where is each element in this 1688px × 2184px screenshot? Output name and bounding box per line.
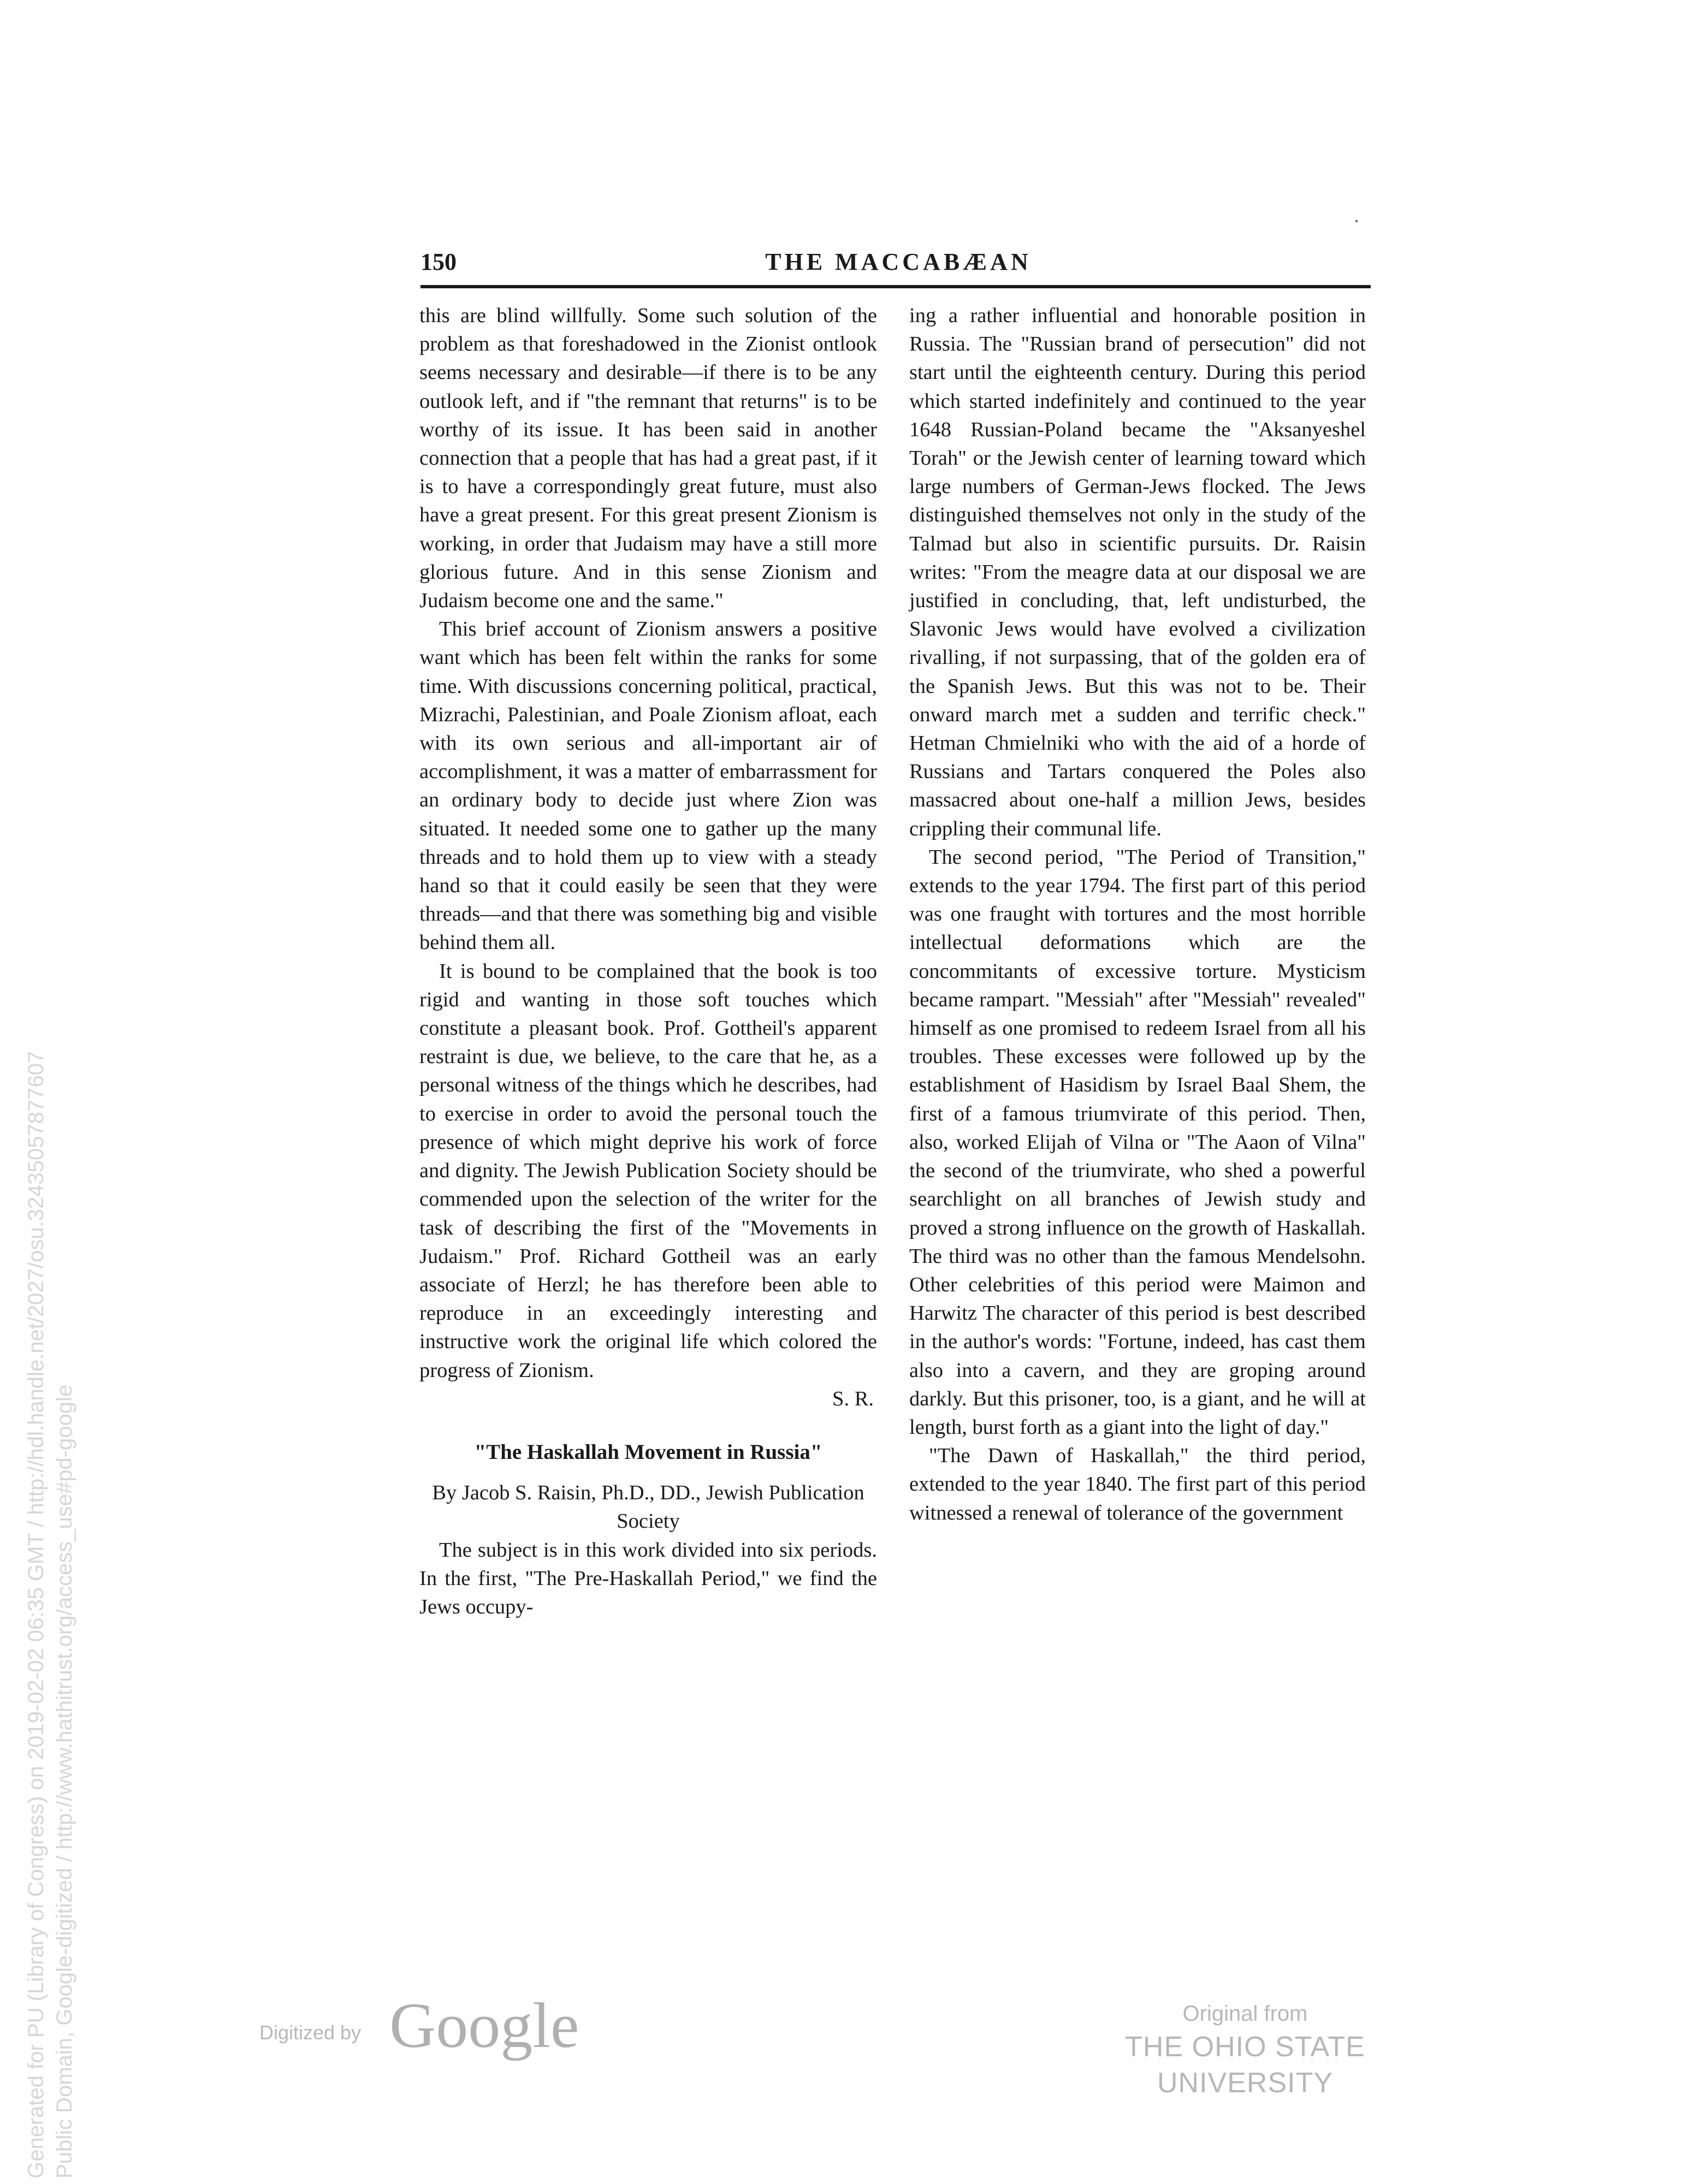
original-from-block	[1049, 1998, 1442, 2101]
left-paragraph-3: It is bound to be complained that the book is too rigid and wanting in those soft touches which constitute a pleasant book. Prof. Gottheil's apparent restraint is due, we believe, to the care that he, as a personal witness of the things which he describes, had to exercise in order to avoid the personal touch the presence of which might deprive his work of force and dignity. The Jewish Publication Society should be commended upon the selection of the writer for the task of describing the first of the "Movements in Judaism." Prof. Richard Gottheil was an early associate of Herzl; he has therefore been able to reproduce in an exceedingly interesting and instructive work the original life which colored the progress of Zionism.	[419, 959, 877, 1382]
left-paragraph-1: this are blind willfully. Some such solution of the problem as that foreshadowed in the Zionist ontlook seems necessary and desirable—if there is to be any outlook left, and if "the remnant that returns" is to be worthy of its issue. It has been said in another connection that a people that has had a great past, if it is to have a correspondingly great future, must also have a great present. For this great present Zionism is working, in order that Judaism may have a still more glorious future. And in this sense Zionism and Judaism become one and the same."	[419, 304, 877, 613]
hathitrust-watermark	[0, 1051, 79, 2184]
left-paragraph-2: This brief account of Zionism answers a positive want which has been felt within the ranks for some time. With discussions concerning political, practical, Mizrachi, Palestinian, and Poale Zionism afloat, each with its own serious and all-important air of accomplishment, it was a matter of embarrassment for an ordinary body to decide just where Zion was situated. It needed some one to gather up the many threads and to hold them up to view with a steady hand so that it could easily be seen that they were threads—and that there was something big and visible behind them all.	[419, 618, 877, 954]
right-paragraph-3: "The Dawn of Haskallah," the third period, extended to the year 1840. The first part of this period witnessed a renewal of tolerance of the government	[909, 1444, 1366, 1524]
review-signature: S. R.	[832, 1387, 874, 1410]
article-title: "The Haskallah Movement in Russia"	[474, 1440, 822, 1464]
journal-title: THE MACCABÆAN	[765, 248, 1032, 275]
article-byline: By Jacob S. Raisin, Ph.D., DD., Jewish Publication Society	[432, 1481, 864, 1533]
header-rule	[420, 285, 1371, 288]
left-column	[419, 301, 877, 1621]
original-from-label: Original from	[1182, 2002, 1308, 2026]
right-paragraph-1: ing a rather influential and honorable position in Russia. The "Russian brand of persecution" did not start until the eighteenth century. During this period which started indefinitely and continued to the year 1648 Russian-Poland became the "Aksanyeshel Torah" or the Jewish center of learning toward which large numbers of German-Jews flocked. The Jews distinguished themselves not only in the study of the Talmad but also in scientific pursuits. Dr. Raisin writes: "From the meagre data at our disposal we are justified in concluding, that, left undisturbed, the Slavonic Jews would have evolved a civilization rivalling, if not surpassing, that of the golden era of the Spanish Jews. But this was not to be. Their onward march met a sudden and terrific check." Hetman Chmielniki who with the aid of a horde of Russians and Tartars conquered the Poles also massacred about one-half a million Jews, besides crippling their communal life.	[909, 304, 1366, 840]
page-number: 150	[420, 248, 457, 275]
watermark-line-2: Public Domain, Google-digitized / http://www.hathitrust.org/access_use#pd-google	[52, 1384, 76, 2179]
ink-speck	[1355, 220, 1358, 222]
left-paragraph-4: The subject is in this work divided into six periods. In the first, "The Pre-Haskallah Period," we find the Jews occupy-	[419, 1538, 877, 1618]
right-paragraph-2: The second period, "The Period of Transition," extends to the year 1794. The first part of this period was one fraught with tortures and the most horrible intellectual deformations which are the concommitants of excessive torture. Mysticism became rampart. "Messiah" after "Messiah" revealed" himself as one promised to redeem Israel from all his troubles. These excesses were followed up by the establishment of Hasidism by Israel Baal Shem, the first of a famous triumvirate of this period. Then, also, worked Elijah of Vilna or "The Aaon of Vilna" the second of the triumvirate, who shed a powerful searchlight on all branches of Jewish study and proved a strong influence on the growth of Haskallah. The third was no other than the famous Mendelsohn. Other celebrities of this period were Maimon and Harwitz The character of this period is best described in the author's words: "Fortune, indeed, has cast them also into a cavern, and they are groping around darkly. But this prisoner, too, is a giant, and he will at length, burst forth as a giant into the light of day."	[909, 845, 1366, 1439]
page-header	[420, 246, 1376, 284]
digitized-by-label: Digitized by	[259, 2021, 362, 2044]
right-column	[909, 301, 1366, 1527]
google-logo: Google	[389, 1990, 579, 2061]
university-name: THE OHIO STATE UNIVERSITY	[1125, 2031, 1365, 2099]
watermark-line-1: Generated for PU (Library of Congress) on 2019-02-02 06:35 GMT / http://hdl.handle.net/2027/osu.32435057877607	[24, 1051, 48, 2179]
